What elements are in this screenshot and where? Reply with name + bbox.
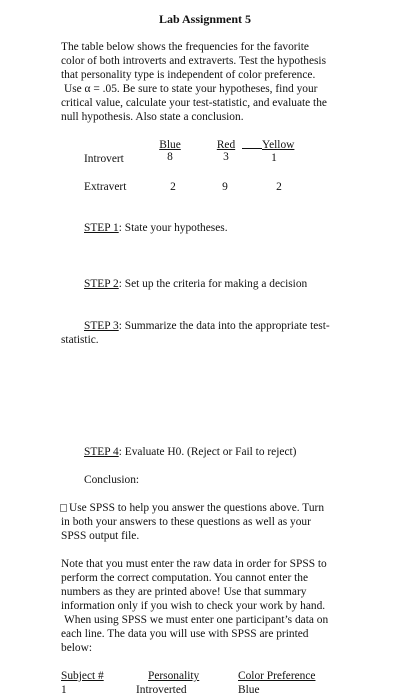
step-3-text: : Summarize the data into the appropriate test- bbox=[118, 320, 330, 332]
intro-line: critical value, calculate your test-statistic, and evaluate the bbox=[61, 97, 327, 109]
table-cell: 2 bbox=[170, 181, 176, 193]
table-cell: 9 bbox=[222, 181, 228, 193]
note-line: perform the correct computation. You cannot enter the bbox=[61, 572, 309, 584]
data-cell-subject: 1 bbox=[61, 684, 67, 696]
step-1-label: STEP 1 bbox=[84, 222, 119, 234]
table-cell: 8 bbox=[167, 151, 173, 163]
intro-line: Use α = .05. Be sure to state your hypotheses, find your bbox=[64, 83, 318, 95]
table-cell: 3 bbox=[223, 151, 229, 163]
column-header-red: Red bbox=[216, 139, 236, 151]
intro-line: that personality type is independent of color preference. bbox=[61, 69, 316, 81]
step-4 bbox=[84, 445, 296, 459]
step-1-text: : State your hypotheses. bbox=[118, 222, 228, 234]
step-3-label: STEP 3 bbox=[84, 320, 119, 332]
data-cell-personality: Introverted bbox=[136, 684, 187, 696]
spss-line: Use SPSS to help you answer the questions above. Turn bbox=[60, 501, 324, 515]
column-header-yellow-rule bbox=[242, 148, 262, 149]
step-2-label: STEP 2 bbox=[84, 278, 119, 290]
note-line: numbers as they are printed above! Use that summary bbox=[61, 586, 307, 598]
step-4-label: STEP 4 bbox=[84, 446, 119, 458]
page-title: Lab Assignment 5 bbox=[159, 12, 252, 26]
header-color-preference: Color Preference bbox=[238, 670, 316, 682]
step-2 bbox=[84, 277, 307, 291]
data-cell-color: Blue bbox=[238, 684, 260, 696]
step-3-continuation: statistic. bbox=[61, 334, 99, 346]
row-label-extravert: Extravert bbox=[84, 181, 127, 193]
intro-line: The table below shows the frequencies for the favorite bbox=[61, 41, 309, 53]
step-4-text: : Evaluate H0. (Reject or Fail to reject) bbox=[118, 446, 297, 458]
checkbox-icon bbox=[60, 504, 67, 512]
note-line: each line. The data you will use with SPSS are printed bbox=[61, 628, 309, 640]
intro-line: null hypothesis. Also state a conclusion. bbox=[61, 111, 244, 123]
column-header-blue: Blue bbox=[159, 139, 181, 151]
column-header-yellow: Yellow bbox=[262, 139, 295, 151]
step-3 bbox=[84, 319, 330, 333]
spss-line: SPSS output file. bbox=[61, 530, 140, 542]
header-subject: Subject # bbox=[61, 670, 104, 682]
conclusion-label: Conclusion: bbox=[84, 474, 140, 486]
note-line: Note that you must enter the raw data in order for SPSS to bbox=[61, 558, 327, 570]
spss-line: in both your answers to these questions as well as your bbox=[61, 516, 311, 528]
step-2-text: : Set up the criteria for making a decision bbox=[118, 278, 308, 290]
step-1 bbox=[84, 221, 228, 235]
note-line: information only if you wish to check your work by hand. bbox=[61, 600, 326, 612]
intro-line: color of both introverts and extraverts. Test the hypothesis bbox=[61, 55, 327, 67]
row-label-introvert: Introvert bbox=[84, 153, 124, 165]
table-cell: 2 bbox=[276, 181, 282, 193]
note-line: When using SPSS we must enter one participant’s data on bbox=[64, 614, 329, 626]
table-cell: 1 bbox=[271, 152, 277, 164]
note-line: below: bbox=[61, 642, 93, 654]
header-personality: Personality bbox=[148, 670, 200, 682]
